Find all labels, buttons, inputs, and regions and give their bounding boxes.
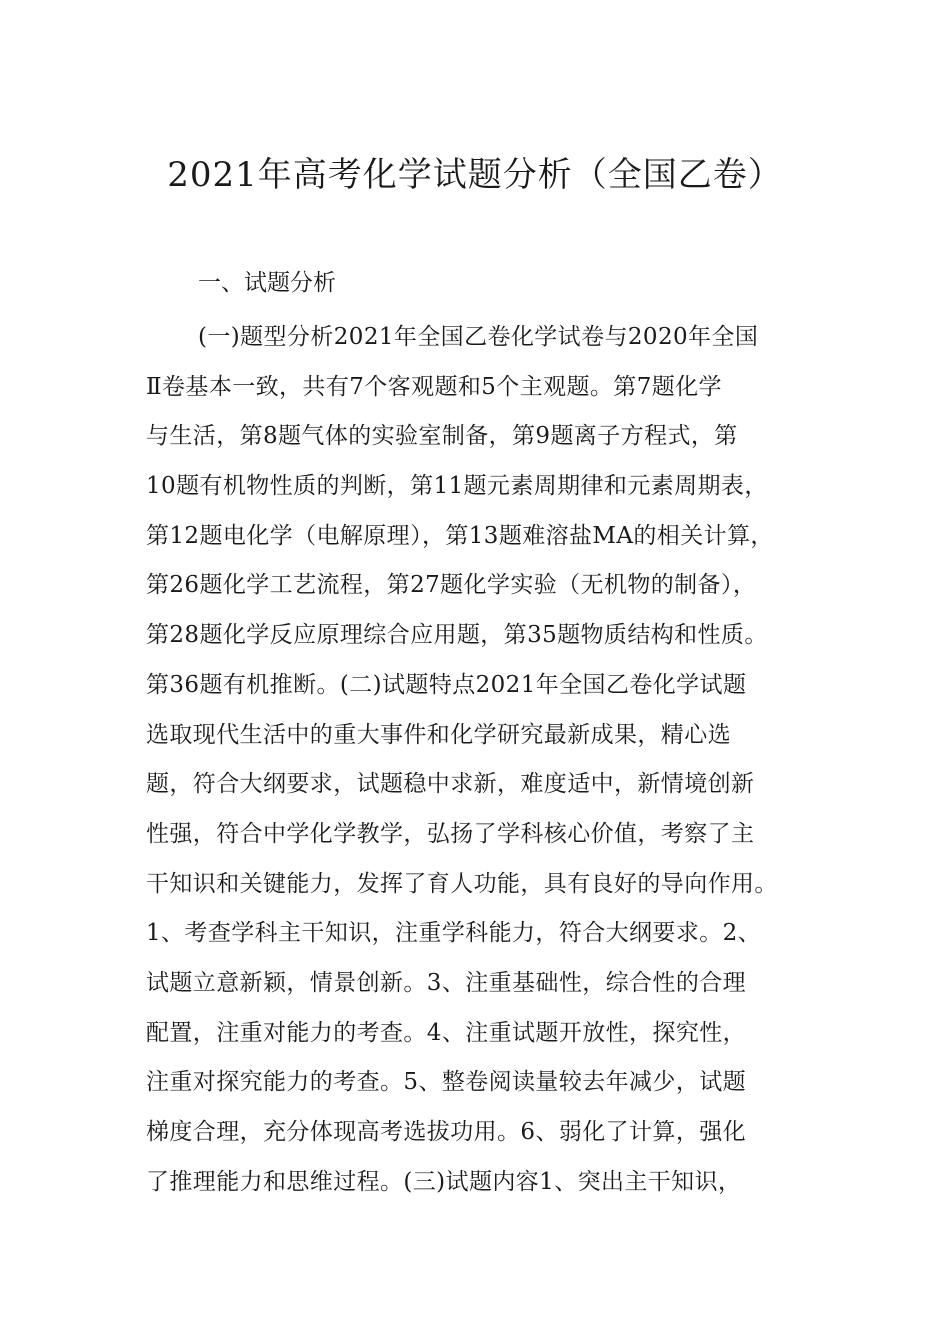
paragraph-line: 第26题化学工艺流程，第27题化学实验（无机物的制备）， [146, 572, 757, 599]
paragraph-line: Ⅱ卷基本一致，共有7个客观题和5个主观题。第7题化学 [146, 373, 722, 400]
document-title: 2021年高考化学试题分析（全国乙卷） [167, 155, 783, 195]
paragraph-line: 梯度合理，充分体现高考选拔功用。6、弱化了计算，强化 [146, 1119, 747, 1145]
body-paragraph [146, 313, 826, 1207]
section-heading: 一、试题分析 [198, 270, 336, 296]
paragraph-line: (一)题型分析2021年全国乙卷化学试卷与2020年全国 [198, 324, 759, 350]
paragraph-line: 了推理能力和思维过程。(三)试题内容1、突出主干知识， [146, 1168, 742, 1195]
paragraph-line: 与生活，第8题气体的实验室制备，第9题离子方程式，第 [146, 423, 738, 450]
paragraph-line: 第28题化学反应原理综合应用题，第35题物质结构和性质。 [146, 622, 768, 649]
paragraph-line: 配置，注重对能力的考查。4、注重试题开放性，探究性， [146, 1019, 747, 1046]
paragraph-line: 第12题电化学（电解原理），第13题难溶盐MA的相关计算， [146, 522, 774, 549]
paragraph-line: 性强，符合中学化学教学，弘扬了学科核心价值，考察了主 [146, 820, 755, 847]
paragraph-line: 第36题有机推断。(二)试题特点2021年全国乙卷化学试题 [146, 671, 747, 698]
paragraph-line: 1、考查学科主干知识，注重学科能力，符合大纲要求。2、 [146, 920, 762, 947]
paragraph-line: 干知识和关键能力，发挥了育人功能，具有良好的导向作用。 [146, 870, 778, 897]
paragraph-line: 选取现代生活中的重大事件和化学研究最新成果，精心选 [146, 721, 731, 748]
paragraph-line: 10题有机物性质的判断，第11题元素周期律和元素周期表， [146, 473, 768, 500]
paragraph-line: 注重对探究能力的考查。5、整卷阅读量较去年减少，试题 [146, 1069, 747, 1096]
paragraph-line: 试题立意新颖，情景创新。3、注重基础性，综合性的合理 [146, 969, 747, 996]
paragraph-line: 题，符合大纲要求，试题稳中求新，难度适中，新情境创新 [146, 771, 755, 798]
